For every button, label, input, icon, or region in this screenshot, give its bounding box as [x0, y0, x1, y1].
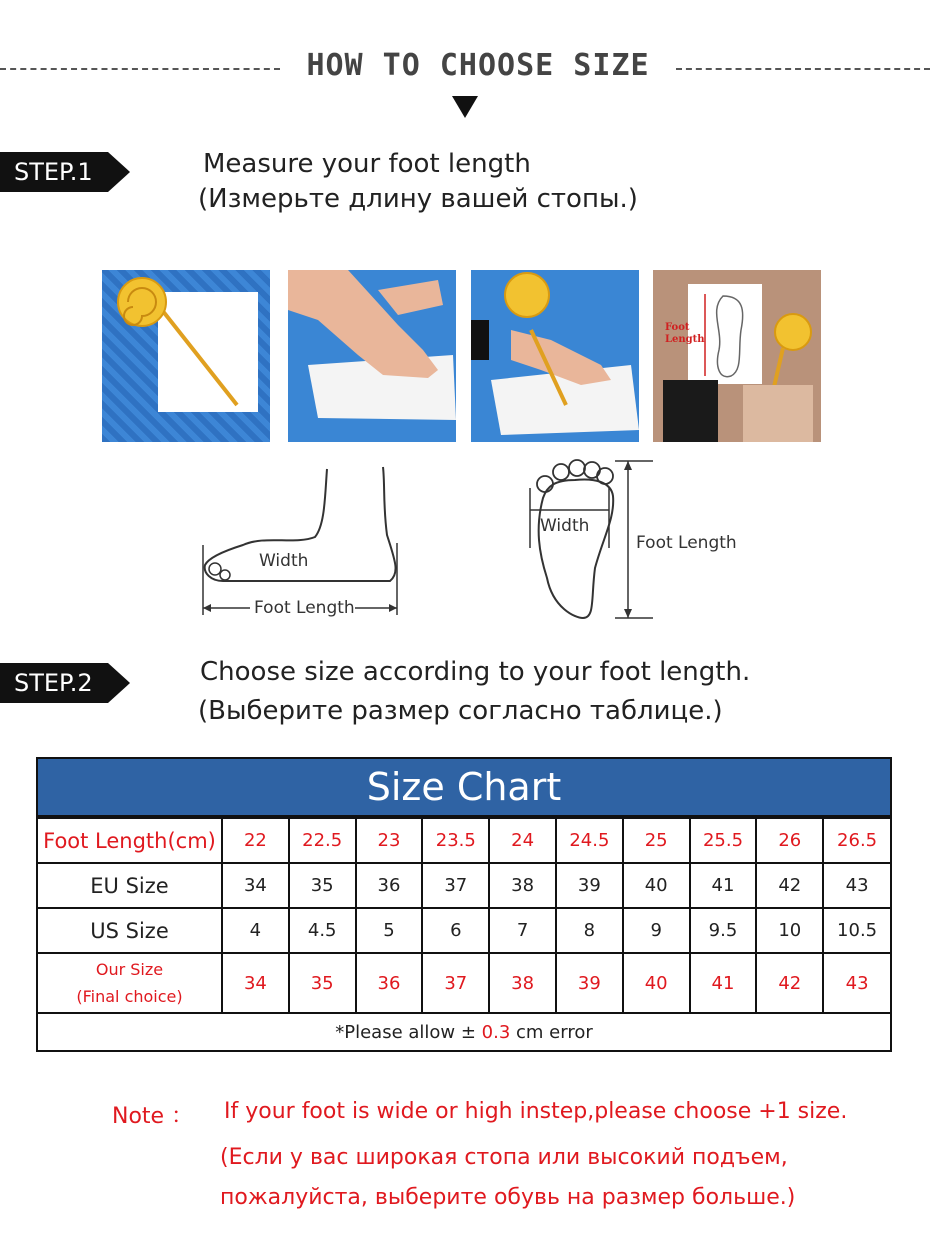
table-row-our-size	[38, 953, 890, 1013]
table-cell: 42	[756, 953, 823, 1013]
step1-tag-label: STEP.1	[0, 152, 108, 192]
row-label-our-size-line2: (Final choice)	[76, 987, 183, 1006]
step2-tag-label: STEP.2	[0, 663, 108, 703]
table-cell: 39	[556, 953, 623, 1013]
table-cell: 35	[289, 953, 356, 1013]
traced-outline-illustration	[653, 270, 821, 442]
table-cell: 22.5	[289, 818, 356, 863]
table-cell: 26	[756, 818, 823, 863]
size-chart	[36, 757, 892, 1052]
table-cell: 43	[823, 863, 890, 908]
side-width-label: Width	[259, 551, 309, 571]
table-cell: 6	[422, 908, 489, 953]
note-line1: If your foot is wide or high instep,please choose +1 size.	[224, 1099, 848, 1124]
note-line3: пожалуйста, выберите обувь на размер больше.)	[220, 1185, 796, 1210]
table-cell: 41	[690, 953, 757, 1013]
paper-pen-illustration	[102, 270, 270, 442]
down-arrow-icon	[452, 96, 478, 118]
photo-foot-on-paper	[288, 270, 456, 442]
table-cell: 4	[222, 908, 289, 953]
table-cell: 24.5	[556, 818, 623, 863]
photo-paper-and-pen	[102, 270, 270, 442]
table-cell: 9.5	[690, 908, 757, 953]
table-cell: 42	[756, 863, 823, 908]
tracing-foot-illustration	[471, 270, 639, 442]
header-divider-right	[676, 68, 930, 70]
table-cell: 7	[489, 908, 556, 953]
foot-length-red-label	[665, 322, 705, 346]
step2-line2: (Выберите размер согласно таблице.)	[198, 696, 723, 726]
table-cell: 38	[489, 953, 556, 1013]
row-label-us-size: US Size	[38, 908, 222, 953]
table-cell: 34	[222, 953, 289, 1013]
table-cell: 36	[356, 953, 423, 1013]
table-cell: 23	[356, 818, 423, 863]
table-row-eu-size	[38, 863, 890, 908]
step2-tag-arrow	[108, 663, 130, 703]
table-cell: 43	[823, 953, 890, 1013]
header-divider-left	[0, 68, 280, 70]
row-label-our-size-line1: Our Size	[95, 960, 164, 979]
foot-length-red-label-line1: Foot	[665, 322, 690, 333]
table-cell: 10	[756, 908, 823, 953]
table-cell: 9	[623, 908, 690, 953]
table-cell: 37	[422, 953, 489, 1013]
table-cell: 39	[556, 863, 623, 908]
step1-line1: Measure your foot length	[203, 149, 531, 179]
table-cell: 40	[623, 863, 690, 908]
table-cell: 22	[222, 818, 289, 863]
step1-tag-arrow	[108, 152, 130, 192]
table-cell: 23.5	[422, 818, 489, 863]
table-cell: 4.5	[289, 908, 356, 953]
photo-tracing-foot	[471, 270, 639, 442]
table-cell: 25	[623, 818, 690, 863]
table-cell: 5	[356, 908, 423, 953]
table-cell: 38	[489, 863, 556, 908]
error-note-value: 0.3	[481, 1021, 511, 1043]
table-cell: 24	[489, 818, 556, 863]
note-line2: (Если у вас широкая стопа или высокий подъем,	[220, 1145, 788, 1170]
error-note-prefix: *Please allow ±	[335, 1021, 482, 1043]
table-cell: 37	[422, 863, 489, 908]
table-cell: 10.5	[823, 908, 890, 953]
table-cell: 41	[690, 863, 757, 908]
step1-line2: (Измерьте длину вашей стопы.)	[198, 184, 638, 214]
sole-length-label: Foot Length	[636, 533, 737, 553]
size-table	[38, 817, 890, 1050]
error-note	[38, 1013, 890, 1050]
row-label-our-size	[38, 953, 222, 1013]
table-row-foot-length	[38, 818, 890, 863]
step2-line1: Choose size according to your foot length.	[200, 657, 751, 687]
section-header	[0, 48, 930, 88]
sole-width-label: Width	[540, 516, 590, 536]
table-cell: 25.5	[690, 818, 757, 863]
table-cell: 40	[623, 953, 690, 1013]
foot-length-red-label-line2: Length	[665, 334, 705, 345]
table-cell: 26.5	[823, 818, 890, 863]
size-chart-title: Size Chart	[38, 759, 890, 817]
table-row-us-size	[38, 908, 890, 953]
note-label: Note ：	[112, 1104, 194, 1129]
page-title: HOW TO CHOOSE SIZE	[306, 48, 650, 83]
table-row-error-note	[38, 1013, 890, 1050]
side-length-label: Foot Length	[254, 598, 355, 618]
error-note-suffix: cm error	[510, 1021, 593, 1043]
table-cell: 8	[556, 908, 623, 953]
photo-traced-outline	[653, 270, 821, 442]
table-cell: 36	[356, 863, 423, 908]
table-cell: 34	[222, 863, 289, 908]
foot-on-paper-illustration	[288, 270, 456, 442]
row-label-foot-length: Foot Length(cm)	[38, 818, 222, 863]
table-cell: 35	[289, 863, 356, 908]
row-label-eu-size: EU Size	[38, 863, 222, 908]
